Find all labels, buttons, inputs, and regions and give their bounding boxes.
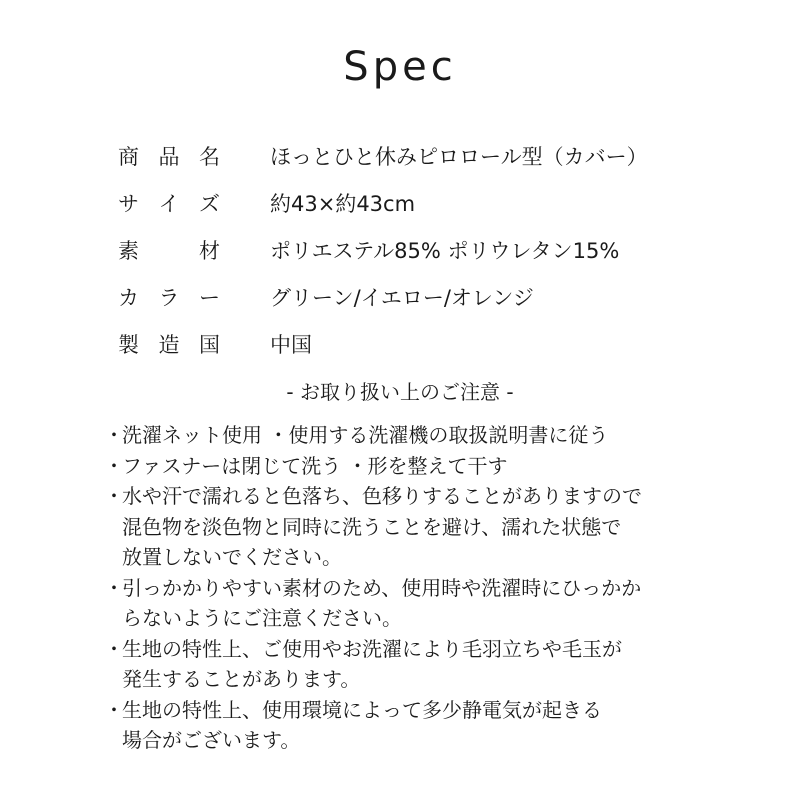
spec-label: 商 品 名 [118,144,220,169]
notes-heading: - お取り扱い上のご注意 - [286,380,514,404]
spec-value: グリーン/イエロー/オレンジ [270,285,534,310]
note-item: ・水や汗で濡れると色落ち、色移りすることがありますので [104,484,642,508]
note-item: ・引っかかりやすい素材のため、使用時や洗濯時にひっかか [104,575,642,600]
care-notes [104,420,754,756]
note-item: ・生地の特性上、ご使用やお洗濯により毛羽立ちや毛玉が [104,636,622,661]
spec-row-material [118,226,758,273]
spec-label: カ ラ ー [118,285,220,310]
note-item: ・洗濯ネット使用 ・使用する洗濯機の取扱説明書に従う [104,423,609,447]
note-item: ・ファスナーは閉じて洗う ・形を整えて干す [104,453,508,478]
spec-table [118,132,758,367]
spec-row-country [118,320,758,367]
note-item: ・生地の特性上、使用環境によって多少静電気が起きる [104,697,602,722]
spec-row-product-name [118,132,758,179]
note-continuation: 発生することがあります。 [122,667,361,691]
note-continuation: 混色物を淡色物と同時に洗うことを避け、濡れた状態で [122,514,622,539]
page-title: Spec [343,44,457,90]
note-continuation: らないようにご注意ください。 [122,606,402,630]
note-continuation: 場合がございます。 [122,728,301,752]
note-continuation: 放置しないでください。 [122,545,342,569]
spec-value: 約43×約43cm [270,191,416,216]
spec-value: 中国 [270,332,312,357]
spec-value: ほっとひと休みピロロール型（カバー） [270,144,648,169]
spec-row-size [118,179,758,226]
spec-label: 製 造 国 [118,332,220,357]
spec-row-color [118,273,758,320]
spec-value: ポリエステル85% ポリウレタン15% [270,238,620,263]
spec-label: サ イ ズ [118,191,220,216]
spec-label: 素 材 [118,238,220,263]
